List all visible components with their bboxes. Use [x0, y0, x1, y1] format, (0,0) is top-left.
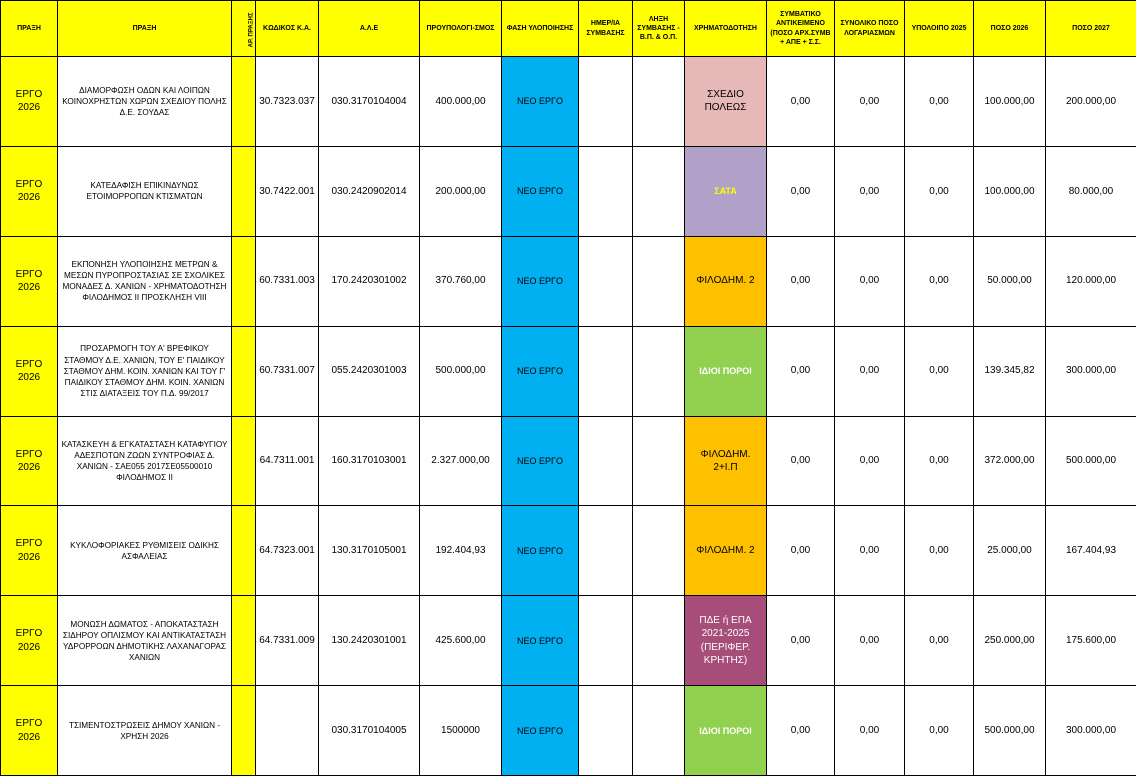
- phase-cell[interactable]: ΝΕΟ ΕΡΓΟ: [502, 686, 579, 776]
- budget-cell[interactable]: 425.600,00: [420, 596, 502, 686]
- ale-cell[interactable]: 130.2420301001: [319, 596, 420, 686]
- contract-amount-cell[interactable]: 0,00: [767, 326, 835, 416]
- col-header-kodikos[interactable]: ΚΩΔΙΚΟΣ Κ.Α.: [256, 1, 319, 57]
- table-row: [1, 416, 1136, 506]
- project-title-cell[interactable]: ΤΣΙΜΕΝΤΟΣΤΡΩΣΕΙΣ ΔΗΜΟΥ ΧΑΝΙΩΝ - ΧΡΗΣΗ 2026: [58, 686, 232, 776]
- phase-cell[interactable]: ΝΕΟ ΕΡΓΟ: [502, 506, 579, 596]
- phase-cell[interactable]: ΝΕΟ ΕΡΓΟ: [502, 326, 579, 416]
- funding-cell[interactable]: ΦΙΛΟΔΗΜ. 2: [685, 506, 767, 596]
- remaining-2025-cell[interactable]: 0,00: [905, 596, 974, 686]
- praxi-cell[interactable]: ΕΡΓΟ 2026: [1, 416, 58, 506]
- amount-2027-cell[interactable]: 200.000,00: [1046, 57, 1136, 147]
- project-title-cell[interactable]: ΕΚΠΟΝΗΣΗ ΥΛΟΠΟΙΗΣΗΣ ΜΕΤΡΩΝ & ΜΕΣΩΝ ΠΥΡΟΠΡΟΣΤΑΣΙΑΣ ΣΕ ΣΧΟΛΙΚΕΣ ΜΟΝΑΔΕΣ Δ. ΧΑΝΙΩΝ - ΧΡΗΜΑΤΟΔΟΤΗΣΗ ΦΙΛΟΔΗΜΟΣ ΙΙ ΠΡΟΣΚΛΗΣΗ VIII: [58, 236, 232, 326]
- ar-praxis-cell[interactable]: [232, 416, 256, 506]
- contract-date-cell[interactable]: [579, 596, 633, 686]
- col-header-remaining-2025[interactable]: ΥΠΟΛΟΙΠΟ 2025: [905, 1, 974, 57]
- col-header-budget[interactable]: ΠΡΟΥΠΟΛΟΓΙ-ΣΜΟΣ: [420, 1, 502, 57]
- phase-cell[interactable]: ΝΕΟ ΕΡΓΟ: [502, 57, 579, 147]
- budget-cell[interactable]: 1500000: [420, 686, 502, 776]
- project-title-cell[interactable]: ΚΑΤΕΔΑΦΙΣΗ ΕΠΙΚΙΝΔΥΝΩΣ ΕΤΟΙΜΟΡΡΟΠΩΝ ΚΤΙΣΜΑΤΩΝ: [58, 146, 232, 236]
- table-row: [1, 236, 1136, 326]
- amount-2027-cell[interactable]: 300.000,00: [1046, 326, 1136, 416]
- budget-cell[interactable]: 200.000,00: [420, 146, 502, 236]
- funding-cell[interactable]: ΦΙΛΟΔΗΜ. 2: [685, 236, 767, 326]
- amount-2026-cell[interactable]: 100.000,00: [974, 146, 1046, 236]
- total-accounts-cell[interactable]: 0,00: [835, 416, 905, 506]
- contract-amount-cell[interactable]: 0,00: [767, 146, 835, 236]
- contract-end-cell[interactable]: [633, 686, 685, 776]
- col-header-funding[interactable]: ΧΡΗΜΑΤΟΔΟΤΗΣΗ: [685, 1, 767, 57]
- amount-2026-cell[interactable]: 372.000,00: [974, 416, 1046, 506]
- ale-cell[interactable]: 170.2420301002: [319, 236, 420, 326]
- funding-cell[interactable]: ΠΔΕ ή ΕΠΑ 2021-2025 (ΠΕΡΙΦΕΡ. ΚΡΗΤΗΣ): [685, 596, 767, 686]
- praxi-cell[interactable]: ΕΡΓΟ 2026: [1, 596, 58, 686]
- table-row: [1, 57, 1136, 147]
- phase-cell[interactable]: ΝΕΟ ΕΡΓΟ: [502, 416, 579, 506]
- contract-amount-cell[interactable]: 0,00: [767, 236, 835, 326]
- contract-end-cell[interactable]: [633, 146, 685, 236]
- funding-cell[interactable]: ΣΑΤΑ: [685, 146, 767, 236]
- contract-end-cell[interactable]: [633, 596, 685, 686]
- total-accounts-cell[interactable]: 0,00: [835, 146, 905, 236]
- ale-cell[interactable]: 030.2420902014: [319, 146, 420, 236]
- contract-date-cell[interactable]: [579, 506, 633, 596]
- amount-2027-cell[interactable]: 80.000,00: [1046, 146, 1136, 236]
- project-title-cell[interactable]: ΔΙΑΜΟΡΦΩΣΗ ΟΔΩΝ ΚΑΙ ΛΟΙΠΩΝ ΚΟΙΝΟΧΡΗΣΤΩΝ ΧΩΡΩΝ ΣΧΕΔΙΟΥ ΠΟΛΗΣ Δ.Ε. ΣΟΥΔΑΣ: [58, 57, 232, 147]
- praxi-cell[interactable]: ΕΡΓΟ 2026: [1, 686, 58, 776]
- kodikos-cell[interactable]: 60.7331.003: [256, 236, 319, 326]
- ale-cell[interactable]: 030.3170104004: [319, 57, 420, 147]
- remaining-2025-cell[interactable]: 0,00: [905, 57, 974, 147]
- contract-date-cell[interactable]: [579, 416, 633, 506]
- ale-cell[interactable]: 030.3170104005: [319, 686, 420, 776]
- ar-praxis-cell[interactable]: [232, 236, 256, 326]
- ar-praxis-cell[interactable]: [232, 506, 256, 596]
- budget-cell[interactable]: 400.000,00: [420, 57, 502, 147]
- remaining-2025-cell[interactable]: 0,00: [905, 146, 974, 236]
- amount-2027-cell[interactable]: 120.000,00: [1046, 236, 1136, 326]
- amount-2026-cell[interactable]: 50.000,00: [974, 236, 1046, 326]
- ale-cell[interactable]: 130.3170105001: [319, 506, 420, 596]
- remaining-2025-cell[interactable]: 0,00: [905, 326, 974, 416]
- col-header-contract-amount[interactable]: ΣΥΜΒΑΤΙΚΟ ΑΝΤΙΚΕΙΜΕΝΟ (ΠΟΣΟ ΑΡΧ.ΣΥΜΒ + ΑΠΕ + Σ.Σ.: [767, 1, 835, 57]
- contract-amount-cell[interactable]: 0,00: [767, 506, 835, 596]
- amount-2026-cell[interactable]: 250.000,00: [974, 596, 1046, 686]
- ar-praxis-cell[interactable]: [232, 686, 256, 776]
- contract-amount-cell[interactable]: 0,00: [767, 416, 835, 506]
- contract-date-cell[interactable]: [579, 146, 633, 236]
- total-accounts-cell[interactable]: 0,00: [835, 686, 905, 776]
- total-accounts-cell[interactable]: 0,00: [835, 506, 905, 596]
- kodikos-cell[interactable]: 30.7323.037: [256, 57, 319, 147]
- ar-praxis-cell[interactable]: [232, 596, 256, 686]
- remaining-2025-cell[interactable]: 0,00: [905, 236, 974, 326]
- contract-end-cell[interactable]: [633, 416, 685, 506]
- budget-cell[interactable]: 370.760,00: [420, 236, 502, 326]
- contract-end-cell[interactable]: [633, 506, 685, 596]
- total-accounts-cell[interactable]: 0,00: [835, 596, 905, 686]
- phase-cell[interactable]: ΝΕΟ ΕΡΓΟ: [502, 236, 579, 326]
- praxi-cell[interactable]: ΕΡΓΟ 2026: [1, 326, 58, 416]
- funding-cell[interactable]: ΣΧΕΔΙΟ ΠΟΛΕΩΣ: [685, 57, 767, 147]
- praxi-cell[interactable]: ΕΡΓΟ 2026: [1, 146, 58, 236]
- budget-cell[interactable]: 192.404,93: [420, 506, 502, 596]
- remaining-2025-cell[interactable]: 0,00: [905, 416, 974, 506]
- project-title-cell[interactable]: ΚΑΤΑΣΚΕΥΗ & ΕΓΚΑΤΑΣΤΑΣΗ ΚΑΤΑΦΥΓΙΟΥ ΑΔΕΣΠΟΤΩΝ ΖΩΩΝ ΣΥΝΤΡΟΦΙΑΣ Δ. ΧΑΝΙΩΝ - ΣΑΕ055 2017ΣΕ05500010 ΦΙΛΟΔΗΜΟΣ ΙΙ: [58, 416, 232, 506]
- amount-2026-cell[interactable]: 25.000,00: [974, 506, 1046, 596]
- contract-date-cell[interactable]: [579, 326, 633, 416]
- col-header-ar-praxis-label: ΑΡ. ΠΡΑΞΗΣ: [248, 12, 255, 47]
- col-header-amount-2026[interactable]: ΠΟΣΟ 2026: [974, 1, 1046, 57]
- table-row: [1, 596, 1136, 686]
- funding-cell[interactable]: ΦΙΛΟΔΗΜ. 2+Ι.Π: [685, 416, 767, 506]
- remaining-2025-cell[interactable]: 0,00: [905, 506, 974, 596]
- amount-2027-cell[interactable]: 167.404,93: [1046, 506, 1136, 596]
- amount-2027-cell[interactable]: 300.000,00: [1046, 686, 1136, 776]
- col-header-contract-date[interactable]: ΗΜΕΡ/ΙΑ ΣΥΜΒΑΣΗΣ: [579, 1, 633, 57]
- phase-cell[interactable]: ΝΕΟ ΕΡΓΟ: [502, 596, 579, 686]
- table-row: [1, 686, 1136, 776]
- kodikos-cell[interactable]: [256, 686, 319, 776]
- col-header-total-accounts[interactable]: ΣΥΝΟΛΙΚΟ ΠΟΣΟ ΛΟΓΑΡΙΑΣΜΩΝ: [835, 1, 905, 57]
- funding-cell[interactable]: ΙΔΙΟΙ ΠΟΡΟΙ: [685, 686, 767, 776]
- ar-praxis-cell[interactable]: [232, 326, 256, 416]
- ar-praxis-cell[interactable]: [232, 146, 256, 236]
- col-header-contract-end[interactable]: ΛΗΞΗ ΣΥΜΒΑΣΗΣ - Β.Π. & Ο.Π.: [633, 1, 685, 57]
- phase-cell[interactable]: ΝΕΟ ΕΡΓΟ: [502, 146, 579, 236]
- kodikos-cell[interactable]: 64.7311.001: [256, 416, 319, 506]
- col-header-phase[interactable]: ΦΑΣΗ ΥΛΟΠΟΙΗΣΗΣ: [502, 1, 579, 57]
- ale-cell[interactable]: 055.2420301003: [319, 326, 420, 416]
- col-header-praxi-title[interactable]: ΠΡΑΞΗ: [58, 1, 232, 57]
- remaining-2025-cell[interactable]: 0,00: [905, 686, 974, 776]
- project-title-cell[interactable]: ΜΟΝΩΣΗ ΔΩΜΑΤΟΣ - ΑΠΟΚΑΤΑΣΤΑΣΗ ΣΙΔΗΡΟΥ ΟΠΛΙΣΜΟΥ ΚΑΙ ΑΝΤΙΚΑΤΑΣΤΑΣΗ ΥΔΡΟΡΡΟΩΝ ΔΗΜΟΤΙΚΗΣ ΛΑΧΑΝΑΓΟΡΑΣ ΧΑΝΙΩΝ: [58, 596, 232, 686]
- praxi-cell[interactable]: ΕΡΓΟ 2026: [1, 506, 58, 596]
- ar-praxis-cell[interactable]: [232, 57, 256, 147]
- project-title-cell[interactable]: ΠΡΟΣΑΡΜΟΓΗ ΤΟΥ Α' ΒΡΕΦΙΚΟΥ ΣΤΑΘΜΟΥ Δ.Ε. ΧΑΝΙΩΝ, ΤΟΥ Ε' ΠΑΙΔΙΚΟΥ ΣΤΑΘΜΟΥ ΔΗΜ. ΚΟΙΝ. ΧΑΝΙΩΝ ΚΑΙ ΤΟΥ Γ' ΠΑΙΔΙΚΟΥ ΣΤΑΘΜΟΥ ΔΗΜ. ΚΟΙΝ. ΧΑΝΙΩΝ ΣΤΙΣ ΔΙΑΤΑΞΕΙΣ ΤΟΥ Π.Δ. 99/2017: [58, 326, 232, 416]
- amount-2026-cell[interactable]: 139.345,82: [974, 326, 1046, 416]
- funding-cell[interactable]: ΙΔΙΟΙ ΠΟΡΟΙ: [685, 326, 767, 416]
- table-row: [1, 326, 1136, 416]
- col-header-praxi[interactable]: ΠΡΑΞΗ: [1, 1, 58, 57]
- total-accounts-cell[interactable]: 0,00: [835, 326, 905, 416]
- col-header-ar-praxis[interactable]: [232, 1, 256, 57]
- contract-amount-cell[interactable]: 0,00: [767, 596, 835, 686]
- total-accounts-cell[interactable]: 0,00: [835, 236, 905, 326]
- header-row: [1, 1, 1136, 57]
- contract-end-cell[interactable]: [633, 236, 685, 326]
- amount-2026-cell[interactable]: 100.000,00: [974, 57, 1046, 147]
- contract-amount-cell[interactable]: 0,00: [767, 686, 835, 776]
- contract-amount-cell[interactable]: 0,00: [767, 57, 835, 147]
- kodikos-cell[interactable]: 60.7331.007: [256, 326, 319, 416]
- contract-date-cell[interactable]: [579, 236, 633, 326]
- budget-cell[interactable]: 2.327.000,00: [420, 416, 502, 506]
- total-accounts-cell[interactable]: 0,00: [835, 57, 905, 147]
- praxi-cell[interactable]: ΕΡΓΟ 2026: [1, 57, 58, 147]
- kodikos-cell[interactable]: 64.7331.009: [256, 596, 319, 686]
- kodikos-cell[interactable]: 30.7422.001: [256, 146, 319, 236]
- contract-end-cell[interactable]: [633, 326, 685, 416]
- kodikos-cell[interactable]: 64.7323.001: [256, 506, 319, 596]
- amount-2027-cell[interactable]: 500.000,00: [1046, 416, 1136, 506]
- project-title-cell[interactable]: ΚΥΚΛΟΦΟΡΙΑΚΕΣ ΡΥΘΜΙΣΕΙΣ ΟΔΙΚΗΣ ΑΣΦΑΛΕΙΑΣ: [58, 506, 232, 596]
- col-header-amount-2027[interactable]: ΠΟΣΟ 2027: [1046, 1, 1136, 57]
- contract-date-cell[interactable]: [579, 686, 633, 776]
- amount-2027-cell[interactable]: 175.600,00: [1046, 596, 1136, 686]
- contract-date-cell[interactable]: [579, 57, 633, 147]
- ale-cell[interactable]: 160.3170103001: [319, 416, 420, 506]
- praxi-cell[interactable]: ΕΡΓΟ 2026: [1, 236, 58, 326]
- contract-end-cell[interactable]: [633, 57, 685, 147]
- table-row: [1, 146, 1136, 236]
- col-header-ale[interactable]: Α.Λ.Ε: [319, 1, 420, 57]
- budget-cell[interactable]: 500.000,00: [420, 326, 502, 416]
- table-row: [1, 506, 1136, 596]
- amount-2026-cell[interactable]: 500.000,00: [974, 686, 1046, 776]
